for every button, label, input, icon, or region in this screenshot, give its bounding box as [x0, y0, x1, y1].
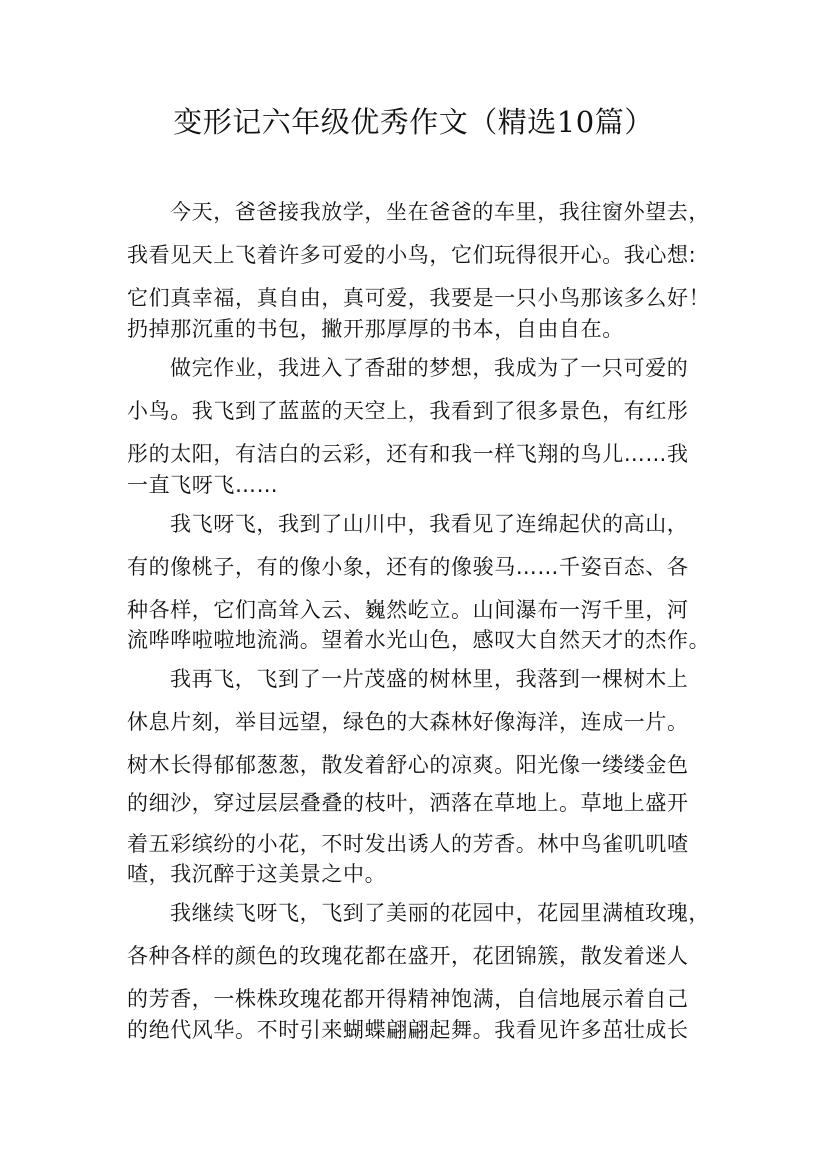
text-line: 扔掉那沉重的书包，撇开那厚厚的书本，自由自在。 [127, 317, 624, 341]
document-title: 变形记六年级优秀作文（精选10篇） [173, 105, 654, 139]
text-line: 种各样，它们高耸入云、巍然屹立。山间瀑布一泻千里，河 [127, 598, 689, 622]
text-line: 我看见天上飞着许多可爱的小鸟，它们玩得很开心。我心想: [127, 243, 697, 267]
text-line: 着五彩缤纷的小花，不时发出诱人的芳香。林中鸟雀叽叽喳 [127, 832, 689, 856]
text-line: 我继续飞呀飞，飞到了美丽的花园中，花园里满植玫瑰， [170, 901, 710, 925]
text-line: 的芳香，一株株玫瑰花都开得精神饱满，自信地展示着自己 [127, 987, 689, 1011]
text-line: 今天，爸爸接我放学，坐在爸爸的车里，我往窗外望去， [170, 200, 710, 224]
text-line: 的绝代风华。不时引来蝴蝶翩翩起舞。我看见许多茁壮成长 [127, 1018, 689, 1042]
text-line: 我飞呀飞，我到了山川中，我看见了连绵起伏的高山， [170, 512, 689, 536]
text-line: 流哗哗啦啦地流淌。望着水光山色，感叹大自然天才的杰作。 [127, 628, 711, 652]
text-line: 它们真幸福，真自由，真可爱，我要是一只小鸟那该多么好！ [127, 286, 711, 310]
text-line: 小鸟。我飞到了蓝蓝的天空上，我看到了很多景色，有红彤 [127, 399, 689, 423]
text-line: 的细沙，穿过层层叠叠的枝叶，洒落在草地上。草地上盛开 [127, 791, 689, 815]
text-line: 各种各样的颜色的玫瑰花都在盛开，花团锦簇，散发着迷人 [127, 944, 689, 968]
text-line: 有的像桃子，有的像小象，还有的像骏马……千姿百态、各 [127, 555, 689, 579]
text-line: 我再飞，飞到了一片茂盛的树林里，我落到一棵树木上 [170, 667, 689, 691]
text-line: 一直飞呀飞…… [127, 473, 279, 497]
text-line: 做完作业，我进入了香甜的梦想，我成为了一只可爱的 [170, 356, 689, 380]
text-line: 彤的太阳，有洁白的云彩，还有和我一样飞翔的鸟儿……我 [127, 442, 689, 466]
text-line: 休息片刻，举目远望，绿色的大森林好像海洋，连成一片。 [127, 710, 689, 734]
text-line: 喳，我沉醉于这美景之中。 [127, 862, 387, 886]
text-line: 树木长得郁郁葱葱，散发着舒心的凉爽。阳光像一缕缕金色 [127, 753, 689, 777]
